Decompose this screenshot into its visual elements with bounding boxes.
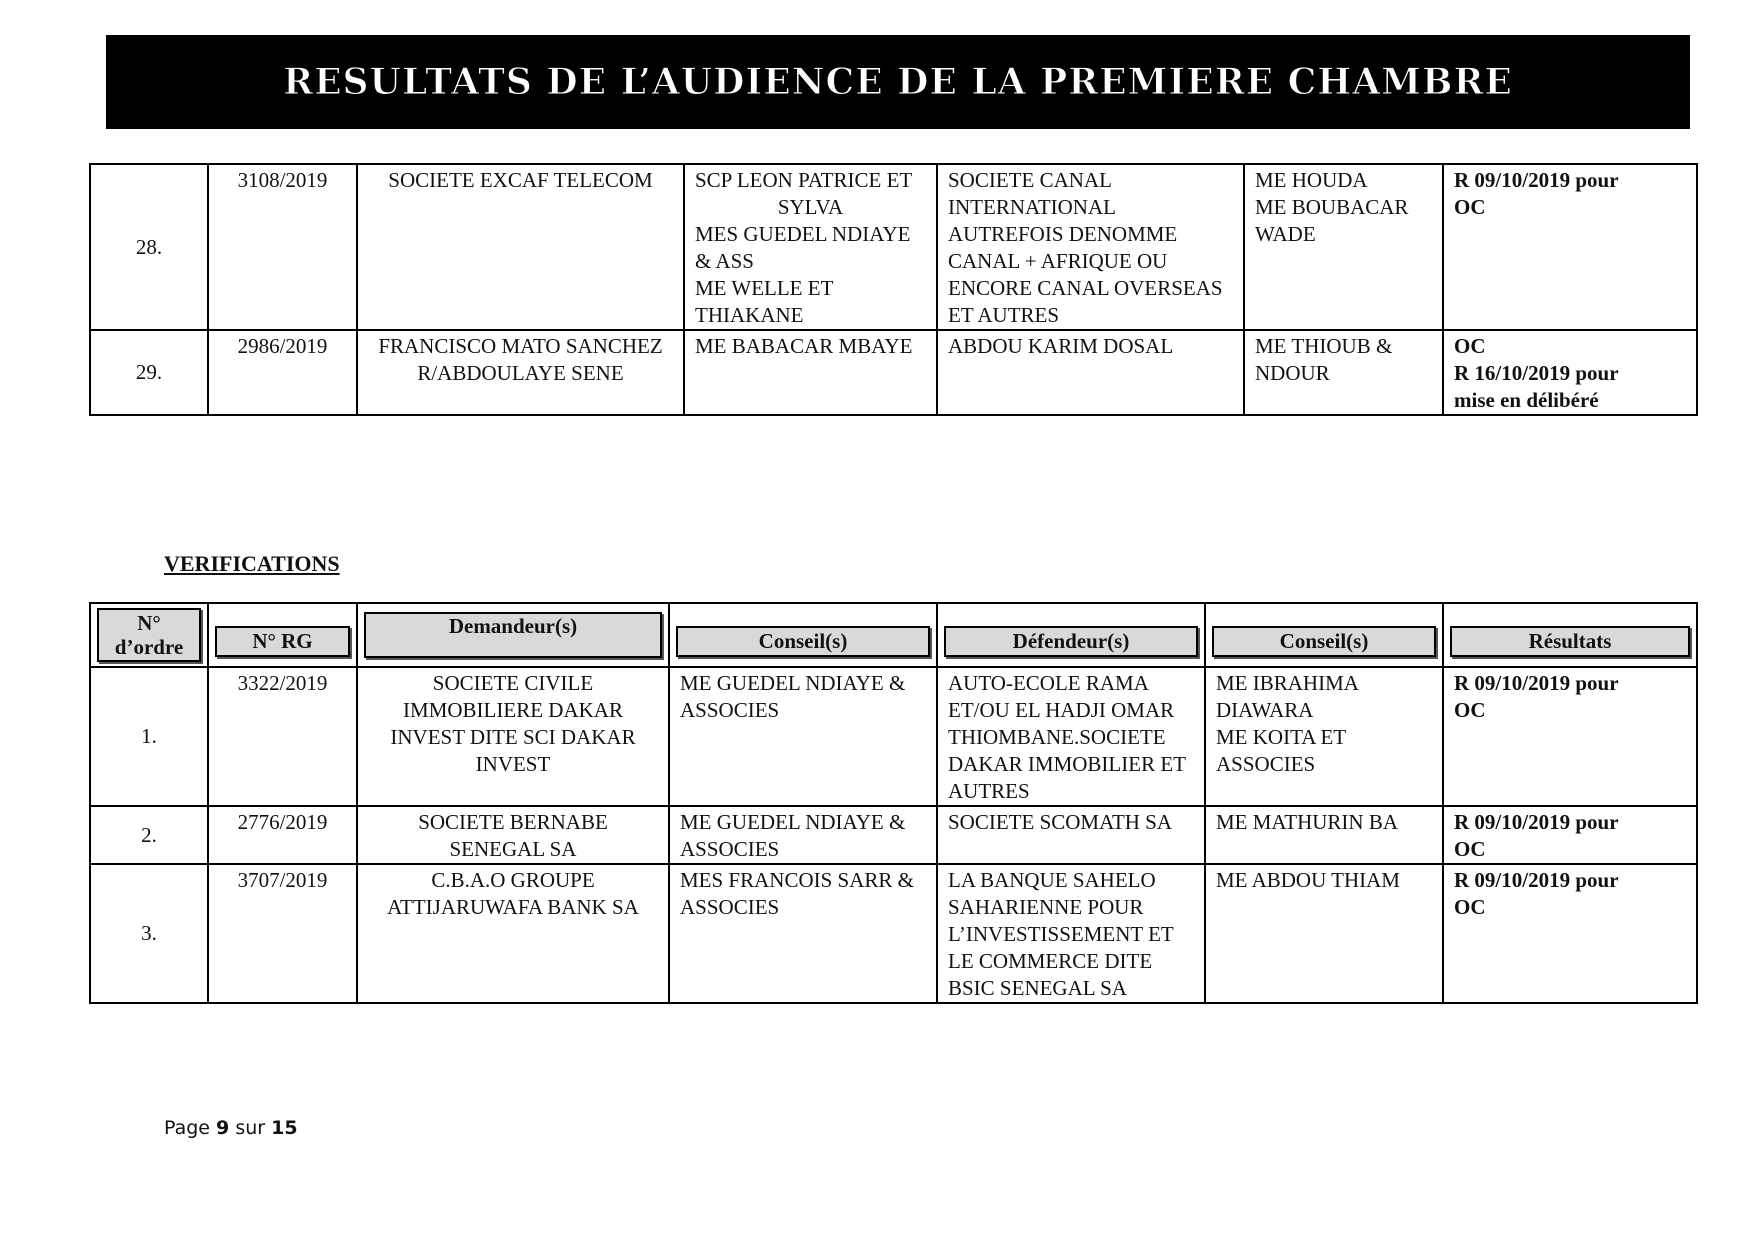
footer-page-total: 15 — [271, 1117, 298, 1139]
resultats-cell-line: OC — [1454, 334, 1486, 358]
defendeur-cell-line: ET AUTRES — [948, 303, 1060, 327]
conseil-demandeur-cell-line: ME GUEDEL NDIAYE & — [680, 671, 906, 695]
conseil-demandeur-cell — [669, 806, 937, 864]
conseil-defendeur-cell-line: ME BOUBACAR — [1255, 195, 1409, 219]
header-conseil-def — [1205, 603, 1443, 667]
demandeur-cell-line: IMMOBILIERE DAKAR — [403, 698, 623, 722]
conseil-demandeur-cell-line: ME GUEDEL NDIAYE & — [680, 810, 906, 834]
demandeur-cell — [357, 667, 669, 806]
demandeur-cell-line: SOCIETE BERNABE — [418, 810, 608, 834]
header-resultats-label: Résultats — [1450, 626, 1690, 657]
row-number: 1. — [90, 667, 208, 806]
defendeur-cell — [937, 864, 1205, 1003]
resultats-cell-line: OC — [1454, 895, 1486, 919]
conseil-defendeur-cell — [1244, 330, 1443, 415]
defendeur-cell-line: AUTO-ECOLE RAMA — [948, 671, 1149, 695]
footer-page-number: 9 — [216, 1117, 230, 1139]
resultats-cell-line: mise en délibéré — [1454, 388, 1599, 412]
demandeur-cell — [357, 330, 684, 415]
header-demandeur-label: Demandeur(s) — [364, 612, 662, 658]
resultats-cell — [1443, 667, 1697, 806]
defendeur-cell-line: AUTREFOIS DENOMME — [948, 222, 1178, 246]
conseil-defendeur-cell — [1205, 667, 1443, 806]
header-num — [90, 603, 208, 667]
demandeur-cell-line: SENEGAL SA — [449, 837, 577, 861]
conseil-demandeur-cell-line: SCP LEON PATRICE ET — [695, 168, 913, 192]
header-defendeur — [937, 603, 1205, 667]
conseil-demandeur-cell-line: THIAKANE — [695, 303, 804, 327]
verifications-title: VERIFICATIONS — [164, 551, 340, 576]
demandeur-cell — [357, 806, 669, 864]
conseil-defendeur-cell-line: ASSOCIES — [1216, 752, 1316, 776]
defendeur-cell — [937, 330, 1244, 415]
conseil-demandeur-cell-line: ASSOCIES — [680, 698, 780, 722]
resultats-cell-line: OC — [1454, 698, 1486, 722]
defendeur-cell-line: CANAL + AFRIQUE OU — [948, 249, 1168, 273]
conseil-defendeur-cell-line: ME MATHURIN BA — [1216, 810, 1399, 834]
rg-cell: 3108/2019 — [208, 164, 357, 330]
conseil-demandeur-cell — [684, 330, 937, 415]
demandeur-cell — [357, 864, 669, 1003]
header-defendeur-label: Défendeur(s) — [944, 626, 1198, 657]
header-num-line2: d’ordre — [114, 635, 184, 659]
demandeur-cell-line: SOCIETE EXCAF TELECOM — [388, 168, 653, 192]
defendeur-cell-line: INTERNATIONAL — [948, 195, 1116, 219]
table-row — [90, 806, 1697, 864]
row-number: 28. — [90, 164, 208, 330]
conseil-defendeur-cell-line: ME THIOUB & — [1255, 334, 1393, 358]
resultats-cell — [1443, 330, 1697, 415]
conseil-demandeur-cell-line: ASSOCIES — [680, 837, 780, 861]
rg-cell: 3322/2019 — [208, 667, 357, 806]
conseil-demandeur-cell-line: ASSOCIES — [680, 895, 780, 919]
conseil-defendeur-cell-line: ME HOUDA — [1255, 168, 1368, 192]
table-row — [90, 164, 1697, 330]
header-rg-label: N° RG — [215, 626, 350, 657]
resultats-cell-line: R 09/10/2019 pour — [1454, 810, 1619, 834]
conseil-demandeur-cell-line: ME BABACAR MBAYE — [695, 334, 913, 358]
page-header-banner — [106, 35, 1690, 129]
demandeur-cell-line: C.B.A.O GROUPE — [431, 868, 595, 892]
defendeur-cell-line: LE COMMERCE DITE — [948, 949, 1153, 973]
resultats-cell-line: R 09/10/2019 pour — [1454, 168, 1619, 192]
conseil-demandeur-cell-line: MES FRANCOIS SARR & — [680, 868, 914, 892]
defendeur-cell-line: SOCIETE CANAL — [948, 168, 1112, 192]
demandeur-cell-line: R/ABDOULAYE SENE — [417, 361, 624, 385]
header-conseil-dem-label: Conseil(s) — [676, 626, 930, 657]
conseil-demandeur-cell-line: MES GUEDEL NDIAYE — [695, 222, 911, 246]
header-conseil-def-label: Conseil(s) — [1212, 626, 1436, 657]
defendeur-cell — [937, 806, 1205, 864]
conseil-defendeur-cell — [1244, 164, 1443, 330]
rg-cell: 3707/2019 — [208, 864, 357, 1003]
conseil-demandeur-cell — [669, 864, 937, 1003]
header-num-line1: N° — [137, 611, 161, 635]
defendeur-cell-line: ENCORE CANAL OVERSEAS — [948, 276, 1223, 300]
resultats-cell-line: OC — [1454, 837, 1486, 861]
conseil-defendeur-cell-line: DIAWARA — [1216, 698, 1314, 722]
rg-cell: 2776/2019 — [208, 806, 357, 864]
resultats-cell — [1443, 864, 1697, 1003]
demandeur-cell-line: FRANCISCO MATO SANCHEZ — [378, 334, 663, 358]
resultats-cell — [1443, 806, 1697, 864]
conseil-demandeur-cell-line: & ASS — [695, 249, 754, 273]
resultats-cell-line: OC — [1454, 195, 1486, 219]
footer-prefix: Page — [164, 1117, 210, 1139]
conseil-demandeur-cell — [669, 667, 937, 806]
table-row — [90, 864, 1697, 1003]
demandeur-cell-line: INVEST DITE SCI DAKAR — [390, 725, 636, 749]
conseil-defendeur-cell-line: WADE — [1255, 222, 1316, 246]
demandeur-cell-line: SOCIETE CIVILE — [432, 671, 594, 695]
conseil-defendeur-cell-line: ME KOITA ET — [1216, 725, 1347, 749]
conseil-demandeur-cell-line: ME WELLE ET — [695, 276, 834, 300]
table-row — [90, 330, 1697, 415]
conseil-defendeur-cell — [1205, 806, 1443, 864]
conseil-demandeur-cell-line: SYLVA — [777, 195, 844, 219]
demandeur-cell-line: INVEST — [475, 752, 551, 776]
footer-sur: sur — [235, 1117, 266, 1139]
row-number: 3. — [90, 864, 208, 1003]
defendeur-cell — [937, 667, 1205, 806]
header-conseil-dem — [669, 603, 937, 667]
demandeur-cell — [357, 164, 684, 330]
defendeur-cell-line: ET/OU EL HADJI OMAR — [948, 698, 1175, 722]
conseil-demandeur-cell — [684, 164, 937, 330]
conseil-defendeur-cell-line: NDOUR — [1255, 361, 1330, 385]
row-number: 29. — [90, 330, 208, 415]
rg-cell: 2986/2019 — [208, 330, 357, 415]
defendeur-cell-line: AUTRES — [948, 779, 1030, 803]
header-resultats — [1443, 603, 1697, 667]
resultats-cell-line: R 09/10/2019 pour — [1454, 671, 1619, 695]
table-row — [90, 667, 1697, 806]
row-number: 2. — [90, 806, 208, 864]
defendeur-cell-line: THIOMBANE.SOCIETE — [948, 725, 1166, 749]
defendeur-cell-line: ABDOU KARIM DOSAL — [948, 334, 1174, 358]
page-title: RESULTATS DE L’AUDIENCE DE LA PREMIERE CHAMBRE — [283, 61, 1513, 103]
defendeur-cell-line: LA BANQUE SAHELO — [948, 868, 1156, 892]
header-demandeur — [357, 603, 669, 667]
defendeur-cell-line: L’INVESTISSEMENT ET — [948, 922, 1174, 946]
page-footer — [164, 1117, 298, 1139]
defendeur-cell-line: DAKAR IMMOBILIER ET — [948, 752, 1186, 776]
conseil-defendeur-cell-line: ME IBRAHIMA — [1216, 671, 1359, 695]
resultats-cell-line: R 16/10/2019 pour — [1454, 361, 1619, 385]
resultats-cell-line: R 09/10/2019 pour — [1454, 868, 1619, 892]
verifications-header-row — [90, 603, 1697, 667]
conseil-defendeur-cell-line: ME ABDOU THIAM — [1216, 868, 1400, 892]
defendeur-cell-line: BSIC SENEGAL SA — [948, 976, 1127, 1000]
defendeur-cell — [937, 164, 1244, 330]
conseil-defendeur-cell — [1205, 864, 1443, 1003]
resultats-cell — [1443, 164, 1697, 330]
demandeur-cell-line: ATTIJARUWAFA BANK SA — [387, 895, 639, 919]
hearing-results-table — [89, 163, 1698, 416]
defendeur-cell-line: SAHARIENNE POUR — [948, 895, 1144, 919]
header-rg — [208, 603, 357, 667]
defendeur-cell-line: SOCIETE SCOMATH SA — [948, 810, 1173, 834]
verifications-table — [89, 602, 1698, 1004]
